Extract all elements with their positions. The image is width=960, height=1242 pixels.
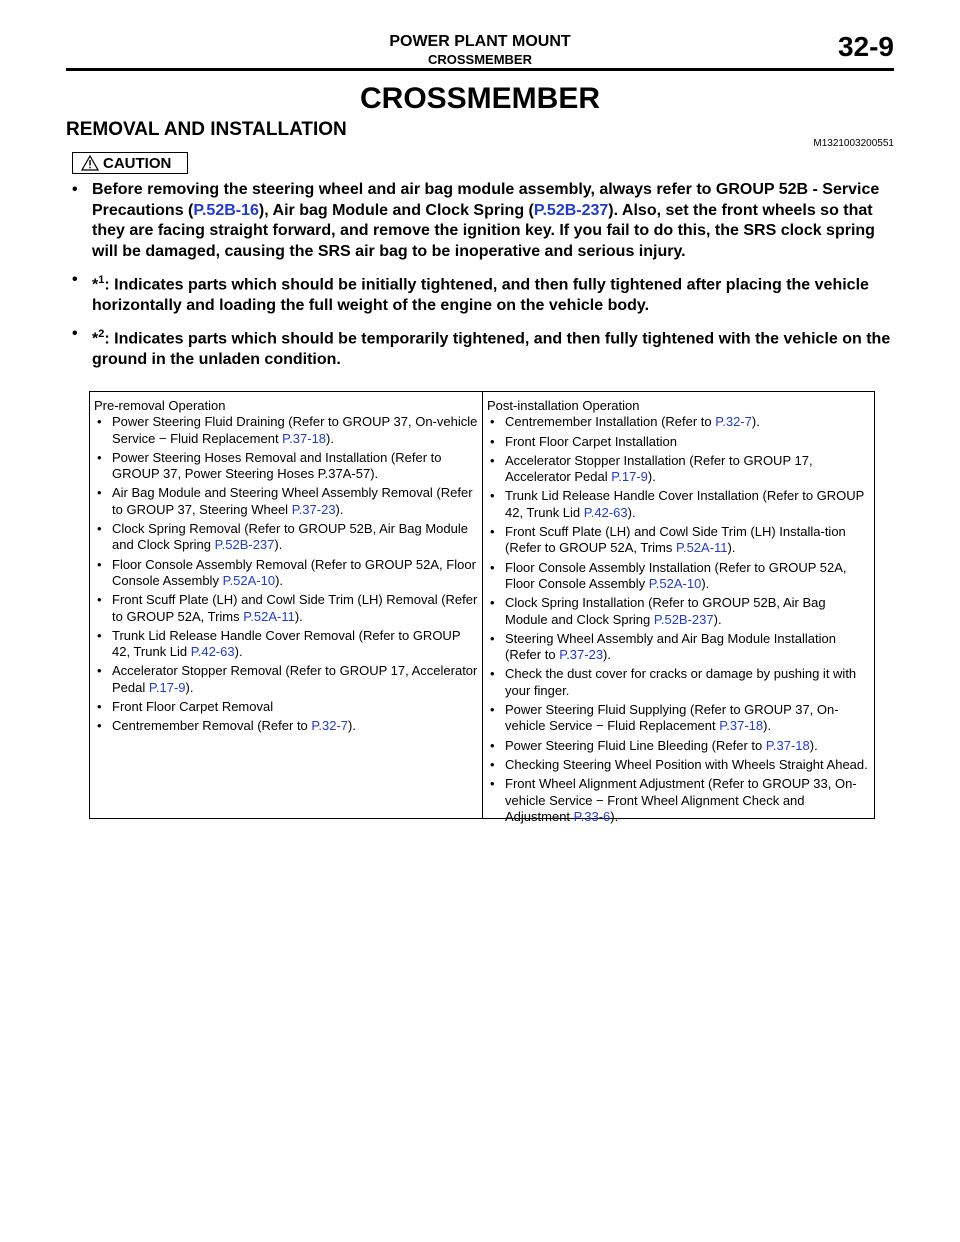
note-superscript: 1: [98, 274, 105, 286]
item-text: Check the dust cover for cracks or damage by pushing it with your finger.: [505, 666, 857, 698]
item-suffix: ).: [627, 504, 636, 520]
list-item: [94, 718, 478, 734]
list-item: [487, 738, 870, 754]
item-text: Floor Console Assembly Installation (Refer to GROUP 52A, Floor Console Assembly: [505, 559, 847, 591]
pre-removal-list: [94, 414, 478, 734]
item-text: Air Bag Module and Steering Wheel Assembly Removal (Refer to GROUP 37, Steering Wheel: [112, 485, 473, 517]
post-installation-heading: Post-installation Operation: [487, 398, 640, 413]
item-suffix: ).: [809, 737, 818, 753]
bullet-icon: •: [72, 325, 78, 343]
reference-link[interactable]: P.37-18: [719, 718, 764, 734]
reference-link[interactable]: P.52B-16: [193, 201, 259, 219]
item-text: Centremember Installation (Refer to: [505, 414, 716, 430]
bullet-icon: •: [490, 414, 495, 430]
list-item: [487, 434, 870, 450]
bullet-icon: •: [72, 271, 78, 288]
pre-removal-column: [90, 392, 483, 818]
note-marker: *: [92, 276, 99, 294]
list-item: [487, 776, 870, 825]
item-suffix: ).: [713, 611, 722, 627]
page-number: 32-9: [837, 31, 894, 62]
post-installation-column: [483, 392, 874, 824]
reference-link[interactable]: P.42-63: [583, 504, 628, 520]
reference-link[interactable]: P.52B-237: [214, 537, 275, 553]
reference-link[interactable]: P.37-18: [282, 430, 327, 446]
bullet-icon: •: [97, 699, 102, 715]
bullet-icon: •: [72, 181, 78, 198]
caution-text: ). Also, set the front wheels so that they are facing straight forward, and remove the ignition key. If you fail to do this, the SRS clock spring will be damaged, causing the SRS air bag to be inoperative and serious injury.: [92, 201, 875, 260]
bullet-icon: •: [490, 630, 495, 646]
bullet-icon: •: [97, 627, 102, 643]
caution-text: ), Air bag Module and Clock Spring (: [258, 201, 534, 219]
caution-text: Before removing the steering wheel and air bag module assembly, always refer to GROUP 52B - Service Precautions (: [92, 181, 880, 219]
item-suffix: ).: [294, 608, 303, 624]
bullet-icon: •: [490, 666, 495, 682]
caution-item: [72, 324, 892, 370]
item-text: Power Steering Fluid Line Bleeding (Refer to: [505, 737, 766, 753]
list-item: [94, 485, 478, 518]
list-item: [487, 414, 870, 430]
caution-text: : Indicates parts which should be temporarily tightened, and then fully tightened with the vehicle on the ground in the unladen condition.: [92, 330, 891, 369]
section-subtitle: CROSSMEMBER: [427, 52, 532, 67]
item-text: Front Scuff Plate (LH) and Cowl Side Trim (LH) Installa-tion (Refer to GROUP 52A, Trims: [505, 524, 846, 556]
bullet-icon: •: [490, 776, 495, 792]
header-rule: [66, 68, 894, 71]
reference-link[interactable]: P.52B-237: [533, 201, 609, 219]
reference-link[interactable]: P.33-6: [573, 808, 611, 824]
item-text: Accelerator Stopper Removal (Refer to GROUP 17, Accelerator Pedal: [112, 663, 478, 695]
bullet-icon: •: [490, 433, 495, 449]
item-text: Front Floor Carpet Installation: [505, 433, 677, 449]
note-marker: *: [92, 330, 99, 348]
caution-item: [72, 270, 892, 316]
caution-box: [72, 152, 188, 174]
list-item: [487, 595, 870, 628]
list-item: [94, 450, 478, 483]
item-suffix: ).: [275, 572, 284, 588]
caution-text: : Indicates parts which should be initially tightened, and then fully tightened after placing the vehicle horizontally and loading the full weight of the engine on the vehicle body.: [92, 276, 869, 314]
list-item: [487, 524, 870, 557]
reference-link[interactable]: P.52B-237: [653, 611, 714, 627]
list-item: [94, 414, 478, 447]
item-suffix: ).: [348, 718, 356, 734]
item-suffix: ).: [603, 647, 611, 663]
reference-link[interactable]: P.37-18: [765, 737, 810, 753]
reference-link[interactable]: P.17-9: [611, 469, 648, 485]
reference-link[interactable]: P.37-23: [559, 647, 604, 663]
reference-link[interactable]: P.32-7: [311, 718, 349, 734]
post-installation-list: [487, 414, 870, 825]
item-suffix: ).: [185, 679, 194, 695]
list-item: [94, 663, 478, 696]
bullet-icon: •: [490, 595, 495, 611]
section-title: POWER PLANT MOUNT: [389, 33, 571, 50]
item-suffix: ).: [727, 540, 736, 556]
item-text: Front Scuff Plate (LH) and Cowl Side Trim (LH) Removal (Refer to GROUP 52A, Trims: [112, 592, 478, 624]
list-item: [487, 560, 870, 593]
bullet-icon: •: [97, 485, 102, 501]
caution-label: CAUTION: [103, 154, 172, 172]
item-suffix: ).: [701, 575, 710, 591]
document-id: M1321003200551: [813, 138, 894, 149]
item-suffix: ).: [751, 414, 760, 430]
list-item: [94, 521, 478, 554]
item-suffix: ).: [763, 718, 772, 734]
list-item: [487, 488, 870, 521]
bullet-icon: •: [490, 756, 495, 772]
list-item: [94, 592, 478, 625]
bullet-icon: •: [97, 663, 102, 679]
reference-link[interactable]: P.52A-11: [243, 608, 295, 624]
reference-link[interactable]: P.52A-10: [222, 572, 276, 588]
reference-link[interactable]: P.42-63: [190, 644, 235, 660]
bullet-icon: •: [97, 718, 102, 734]
reference-link[interactable]: P.52A-10: [648, 575, 702, 591]
reference-link[interactable]: P.37-23: [291, 501, 336, 517]
page-title: CROSSMEMBER: [359, 82, 600, 115]
item-text: Checking Steering Wheel Position with Wheels Straight Ahead.: [505, 756, 868, 772]
bullet-icon: •: [490, 702, 495, 718]
item-text: Steering Wheel Assembly and Air Bag Module Installation (Refer to: [505, 630, 836, 663]
pre-removal-heading: Pre-removal Operation: [94, 398, 226, 413]
item-text: Clock Spring Removal (Refer to GROUP 52B, Air Bag Module and Clock Spring: [112, 521, 468, 553]
item-text: Trunk Lid Release Handle Cover Removal (Refer to GROUP 42, Trunk Lid: [112, 627, 461, 660]
reference-link[interactable]: P.52A-11: [675, 540, 728, 556]
list-item: [487, 631, 870, 664]
bullet-icon: •: [490, 524, 495, 540]
item-suffix: ).: [610, 808, 619, 824]
bullet-icon: •: [490, 737, 495, 753]
item-text: Trunk Lid Release Handle Cover Installation (Refer to GROUP 42, Trunk Lid: [505, 488, 865, 520]
bullet-icon: •: [97, 449, 102, 465]
section-heading: REMOVAL AND INSTALLATION: [66, 119, 347, 140]
bullet-icon: •: [490, 452, 495, 468]
bullet-icon: •: [97, 414, 102, 430]
note-superscript: 2: [98, 328, 105, 341]
warning-triangle-icon: [81, 155, 99, 171]
operations-table: [89, 391, 875, 824]
list-item: [94, 628, 478, 661]
bullet-icon: •: [97, 556, 102, 572]
caution-list: [72, 180, 892, 379]
item-suffix: ).: [234, 644, 243, 660]
item-text: Centremember Removal (Refer to: [112, 718, 312, 734]
bullet-icon: •: [97, 521, 102, 537]
reference-link[interactable]: P.17-9: [148, 679, 186, 695]
bullet-icon: •: [490, 559, 495, 575]
item-text: Front Floor Carpet Removal: [112, 699, 274, 715]
bullet-icon: •: [97, 592, 102, 608]
item-text: Floor Console Assembly Removal (Refer to GROUP 52A, Floor Console Assembly: [112, 556, 476, 588]
item-suffix: ).: [335, 501, 344, 517]
reference-link[interactable]: P.32-7: [715, 414, 752, 430]
item-text: Power Steering Fluid Supplying (Refer to GROUP 37, On-vehicle Service − Fluid Replacement: [505, 702, 839, 734]
list-item: [94, 557, 478, 590]
item-suffix: ).: [647, 469, 656, 485]
item-text: Front Wheel Alignment Adjustment (Refer to GROUP 33, On-vehicle Service − Front Wheel Alignment Check and Adjustment: [505, 776, 857, 824]
item-text: Power Steering Fluid Draining (Refer to GROUP 37, On-vehicle Service − Fluid Replacement: [112, 414, 478, 446]
list-item: [487, 757, 870, 773]
item-text: Accelerator Stopper Installation (Refer to GROUP 17, Accelerator Pedal: [505, 452, 813, 485]
item-text: Power Steering Hoses Removal and Installation (Refer to GROUP 37, Power Steering Hoses P.37A-57).: [112, 449, 442, 482]
item-suffix: ).: [274, 537, 283, 553]
caution-item: [72, 180, 892, 262]
list-item: [94, 699, 478, 715]
bullet-icon: •: [490, 488, 495, 504]
list-item: [487, 702, 870, 735]
item-suffix: ).: [326, 430, 334, 446]
item-text: Clock Spring Installation (Refer to GROUP 52B, Air Bag Module and Clock Spring: [505, 595, 826, 627]
list-item: [487, 453, 870, 486]
list-item: [487, 666, 870, 699]
